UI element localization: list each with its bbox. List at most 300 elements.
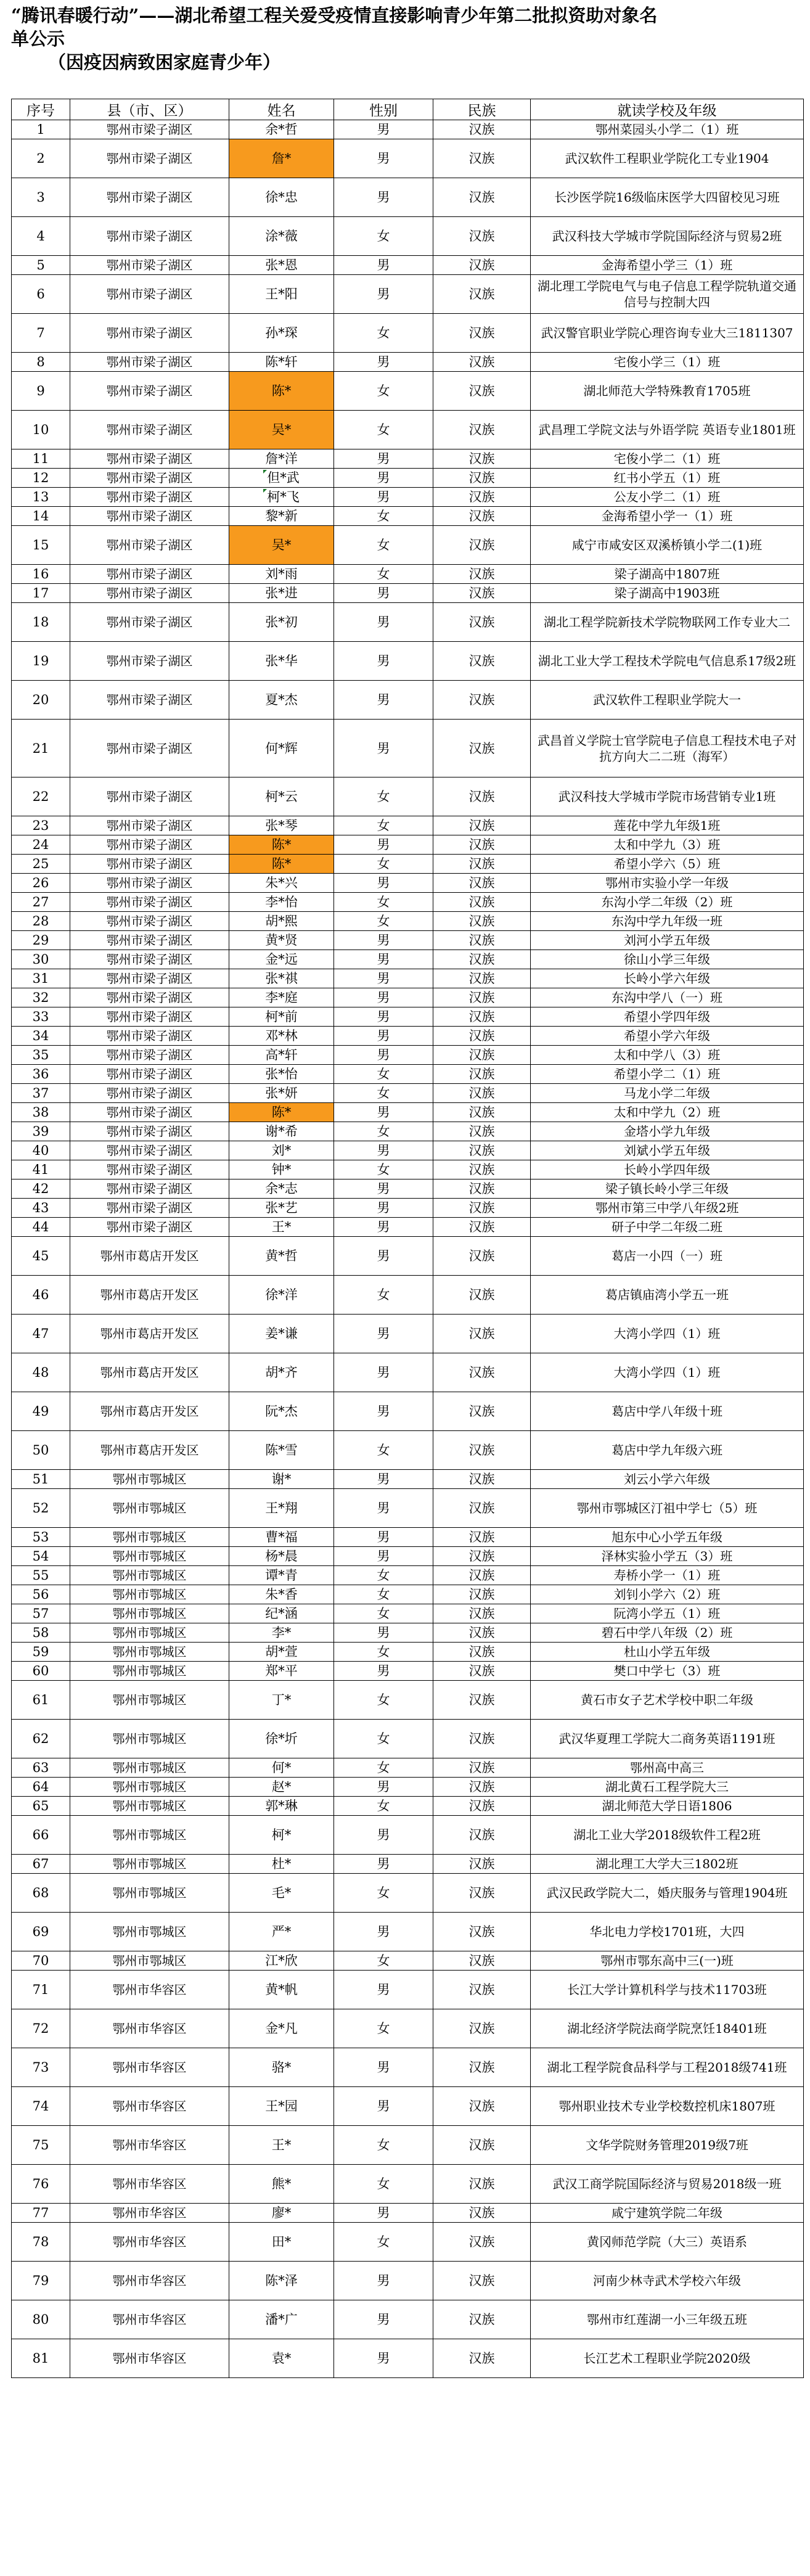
cell-name-text: 田* <box>271 2234 292 2249</box>
cell-ethnicity-text: 汉族 <box>468 740 495 756</box>
cell-school <box>531 2223 804 2262</box>
cell-county-text: 鄂州市梁子湖区 <box>106 1048 193 1062</box>
cell-county <box>70 1489 229 1528</box>
cell-no <box>12 2262 70 2300</box>
cell-sex <box>334 1218 433 1237</box>
cell-county <box>70 1122 229 1141</box>
cell-no-text: 14 <box>32 509 49 523</box>
cell-county-text: 鄂州市华容区 <box>112 2234 187 2249</box>
cell-sex-text: 男 <box>377 933 390 948</box>
cell-no <box>12 2165 70 2204</box>
cell-county <box>70 874 229 893</box>
cell-ethnicity <box>433 584 531 603</box>
cell-county <box>70 488 229 507</box>
table-row <box>12 120 804 139</box>
cell-no-text: 67 <box>32 1856 49 1871</box>
cell-ethnicity <box>433 411 531 449</box>
cell-county <box>70 1778 229 1797</box>
cell-ethnicity <box>433 1758 531 1778</box>
cell-county-text: 鄂州市梁子湖区 <box>106 615 193 630</box>
cell-name <box>229 217 334 256</box>
cell-county <box>70 1604 229 1623</box>
table-row <box>12 1778 804 1797</box>
cell-ethnicity-text: 汉族 <box>468 2060 495 2075</box>
cell-no <box>12 584 70 603</box>
cell-sex-text: 女 <box>377 1799 390 1813</box>
cell-sex-text: 女 <box>377 1124 390 1139</box>
cell-no <box>12 1797 70 1816</box>
cell-school <box>531 1662 804 1681</box>
cell-school-text: 太和中学九（3）班 <box>613 837 721 852</box>
cell-school-text: 希望小学二（1）班 <box>613 1067 721 1081</box>
cell-sex-text: 男 <box>377 1200 390 1215</box>
cell-ethnicity <box>433 1237 531 1276</box>
cell-county <box>70 1643 229 1662</box>
cell-sex-text: 男 <box>377 1827 390 1842</box>
cell-ethnicity <box>433 777 531 816</box>
cell-no-text: 20 <box>32 692 49 707</box>
cell-ethnicity-text: 汉族 <box>468 1760 495 1775</box>
cell-school-text: 长江艺术工程职业学院2020级 <box>583 2351 751 2366</box>
cell-sex-text: 女 <box>377 1587 390 1602</box>
cell-school <box>531 565 804 584</box>
cell-ethnicity-text: 汉族 <box>468 1365 495 1380</box>
cell-no <box>12 1007 70 1027</box>
cell-no <box>12 565 70 584</box>
cell-no <box>12 526 70 565</box>
cell-no-text: 18 <box>32 615 49 630</box>
cell-name-text: 吴* <box>271 422 292 437</box>
cell-school <box>531 912 804 931</box>
cell-ethnicity <box>433 1778 531 1797</box>
cell-name <box>229 2009 334 2048</box>
cell-no-text: 54 <box>32 1549 49 1564</box>
cell-sex-text: 女 <box>377 1162 390 1177</box>
cell-ethnicity-text: 汉族 <box>468 1953 495 1968</box>
cell-school-text: 鄂州高中高三 <box>630 1760 704 1775</box>
cell-name <box>229 2262 334 2300</box>
cell-ethnicity-text: 汉族 <box>468 1625 495 1640</box>
cell-school-text: 莲花中学九年级1班 <box>613 818 721 833</box>
cell-ethnicity <box>433 988 531 1007</box>
cell-sex-text: 女 <box>377 856 390 871</box>
cell-ethnicity <box>433 1623 531 1643</box>
table-row <box>12 931 804 950</box>
cell-name-text: 熊* <box>271 2176 292 2191</box>
cell-ethnicity-text: 汉族 <box>468 1326 495 1341</box>
cell-sex-text: 男 <box>377 470 390 485</box>
cell-ethnicity-text: 汉族 <box>468 654 495 668</box>
cell-name <box>229 2223 334 2262</box>
cell-county-text: 鄂州市华容区 <box>112 2351 187 2366</box>
cell-county-text: 鄂州市鄂城区 <box>112 1692 187 1707</box>
cell-sex-text: 男 <box>377 1365 390 1380</box>
cell-ethnicity <box>433 1470 531 1489</box>
title-line-1: “腾讯春暖行动”——湖北希望工程关爱受疫情直接影响青少年第二批拟资助对象名 <box>11 5 658 26</box>
cell-school <box>531 1315 804 1353</box>
cell-sex-text: 女 <box>377 1606 390 1621</box>
cell-sex <box>334 565 433 584</box>
cell-sex-text: 女 <box>377 229 390 244</box>
cell-no-text: 35 <box>32 1048 49 1062</box>
cell-sex <box>334 1585 433 1604</box>
cell-school-text: 长江大学计算机科学与技术11703班 <box>567 1982 767 1997</box>
cell-name-text: 毛* <box>271 1885 292 1900</box>
cell-no-text: 46 <box>32 1287 49 1302</box>
cell-sex-text: 女 <box>377 818 390 833</box>
cell-county-text: 鄂州市鄂城区 <box>112 1827 187 1842</box>
cell-ethnicity <box>433 217 531 256</box>
cell-county <box>70 1007 229 1027</box>
cell-ethnicity-text: 汉族 <box>468 1982 495 1997</box>
cell-name-text: 曹*福 <box>265 1530 298 1544</box>
cell-no-text: 9 <box>36 384 45 398</box>
cell-no <box>12 1103 70 1122</box>
cell-sex <box>334 1758 433 1778</box>
cell-school <box>531 584 804 603</box>
cell-ethnicity-text: 汉族 <box>468 2351 495 2366</box>
cell-no <box>12 777 70 816</box>
cell-school-text: 葛店一小四（一）班 <box>612 1249 722 1263</box>
cell-sex <box>334 681 433 720</box>
cell-school <box>531 275 804 314</box>
cell-county-text: 鄂州市葛店开发区 <box>100 1443 199 1458</box>
cell-sex-text: 女 <box>377 1287 390 1302</box>
cell-sex-text: 男 <box>377 1501 390 1516</box>
cell-school <box>531 217 804 256</box>
cell-name-text: 谭*青 <box>265 1568 298 1583</box>
cell-no <box>12 1046 70 1065</box>
cell-school-text: 宅俊小学三（1）班 <box>613 355 721 369</box>
cell-county-text: 鄂州市梁子湖区 <box>106 1162 193 1177</box>
cell-county-text: 鄂州市梁子湖区 <box>106 490 193 504</box>
cell-name-text: 张*初 <box>265 615 298 630</box>
cell-ethnicity-text: 汉族 <box>468 1779 495 1794</box>
cell-school-text: 红书小学五（1）班 <box>613 470 721 485</box>
cell-name <box>229 2339 334 2378</box>
cell-no-text: 70 <box>32 1953 49 1968</box>
cell-school-text: 马龙小学二年级 <box>624 1086 710 1101</box>
cell-county-text: 鄂州市梁子湖区 <box>106 692 193 707</box>
cell-ethnicity <box>433 1951 531 1971</box>
cell-county-text: 鄂州市梁子湖区 <box>106 567 193 581</box>
cell-school-text: 希望小学六（5）班 <box>613 856 721 871</box>
cell-name <box>229 969 334 988</box>
table-row <box>12 1913 804 1951</box>
cell-no-text: 77 <box>32 2205 49 2220</box>
cell-ethnicity-text: 汉族 <box>468 422 495 437</box>
cell-county-text: 鄂州市梁子湖区 <box>106 1181 193 1196</box>
cell-sex <box>334 816 433 835</box>
cell-ethnicity-text: 汉族 <box>468 384 495 398</box>
cell-school <box>531 1141 804 1160</box>
cell-sex <box>334 1179 433 1199</box>
cell-no <box>12 893 70 912</box>
cell-sex <box>334 1951 433 1971</box>
cell-name <box>229 1604 334 1623</box>
table-row <box>12 950 804 969</box>
cell-school <box>531 2009 804 2048</box>
table-row <box>12 969 804 988</box>
cell-no <box>12 449 70 469</box>
cell-name-text: 张*妍 <box>265 1086 298 1101</box>
cell-ethnicity <box>433 1547 531 1566</box>
cell-school <box>531 256 804 275</box>
cell-name <box>229 353 334 372</box>
cell-sex-text: 男 <box>377 1249 390 1263</box>
cell-name-text: 骆* <box>271 2060 292 2075</box>
cell-school-text: 文华学院财务管理2019级7班 <box>586 2138 748 2152</box>
cell-ethnicity-text: 汉族 <box>468 190 495 205</box>
cell-sex <box>334 2165 433 2204</box>
cell-no <box>12 2087 70 2126</box>
cell-no-text: 75 <box>32 2138 49 2152</box>
table-row <box>12 411 804 449</box>
cell-ethnicity <box>433 1084 531 1103</box>
cell-no-text: 73 <box>32 2060 49 2075</box>
cell-ethnicity-text: 汉族 <box>468 287 495 301</box>
cell-county-text: 鄂州市梁子湖区 <box>106 1086 193 1101</box>
cell-school-text: 宅俊小学二（1）班 <box>613 451 721 466</box>
cell-school <box>531 1431 804 1470</box>
cell-no <box>12 835 70 855</box>
cell-school-text: 刘云小学六年级 <box>624 1472 710 1487</box>
cell-no-text: 12 <box>32 470 49 485</box>
cell-county <box>70 2048 229 2087</box>
cell-ethnicity-text: 汉族 <box>468 692 495 707</box>
table-row <box>12 1431 804 1470</box>
cell-county-text: 鄂州市鄂城区 <box>112 1885 187 1900</box>
cell-name <box>229 314 334 353</box>
cell-no <box>12 1758 70 1778</box>
cell-sex <box>334 584 433 603</box>
cell-name-text: 李*庭 <box>265 990 298 1005</box>
cell-sex <box>334 1103 433 1122</box>
cell-school-text: 刘斌小学五年级 <box>624 1143 710 1158</box>
cell-name-text: 涂*薇 <box>265 229 298 244</box>
cell-name <box>229 1103 334 1122</box>
cell-no-text: 41 <box>32 1162 49 1177</box>
cell-name-text: 江*欣 <box>265 1953 298 1968</box>
cell-ethnicity-text: 汉族 <box>468 538 495 552</box>
table-row <box>12 1604 804 1623</box>
cell-county-text: 鄂州市梁子湖区 <box>106 837 193 852</box>
cell-county <box>70 1816 229 1855</box>
cell-ethnicity <box>433 1528 531 1547</box>
cell-name <box>229 411 334 449</box>
cell-no <box>12 1528 70 1547</box>
cell-county-text: 鄂州市梁子湖区 <box>106 151 193 166</box>
cell-no <box>12 988 70 1007</box>
cell-name <box>229 1431 334 1470</box>
cell-name <box>229 488 334 507</box>
cell-county <box>70 681 229 720</box>
table-row <box>12 2262 804 2300</box>
cell-name <box>229 950 334 969</box>
cell-no <box>12 1778 70 1797</box>
table-row <box>12 1237 804 1276</box>
cell-sex <box>334 1604 433 1623</box>
cell-county <box>70 1431 229 1470</box>
table-row <box>12 565 804 584</box>
cell-county <box>70 1084 229 1103</box>
cell-name <box>229 1778 334 1797</box>
cell-no <box>12 1874 70 1913</box>
cell-name <box>229 526 334 565</box>
cell-sex-text: 男 <box>377 1143 390 1158</box>
cell-sex <box>334 642 433 681</box>
cell-no-text: 79 <box>32 2273 49 2288</box>
cell-school-text: 武汉工商学院国际经济与贸易2018级一班 <box>552 2176 782 2191</box>
cell-ethnicity-text: 汉族 <box>468 1181 495 1196</box>
cell-county <box>70 353 229 372</box>
cell-ethnicity <box>433 1797 531 1816</box>
cell-sex-text: 男 <box>377 1220 390 1234</box>
title-line-2: 单公示 <box>11 28 65 49</box>
cell-sex <box>334 950 433 969</box>
cell-sex <box>334 1489 433 1528</box>
cell-name-text: 孙*琛 <box>265 326 298 340</box>
cell-sex-text: 女 <box>377 2138 390 2152</box>
table-row <box>12 1623 804 1643</box>
cell-no <box>12 855 70 874</box>
cell-school <box>531 603 804 642</box>
cell-school <box>531 1623 804 1643</box>
table-row <box>12 2165 804 2204</box>
cell-name <box>229 1547 334 1566</box>
cell-county-text: 鄂州市梁子湖区 <box>106 856 193 871</box>
cell-no <box>12 1681 70 1720</box>
cell-ethnicity-text: 汉族 <box>468 1530 495 1544</box>
cell-school-text: 旭东中心小学五年级 <box>612 1530 722 1544</box>
cell-school <box>531 1027 804 1046</box>
cell-name-text: 张*琴 <box>265 818 298 833</box>
cell-ethnicity <box>433 565 531 584</box>
cell-county <box>70 1758 229 1778</box>
cell-no-text: 45 <box>32 1249 49 1263</box>
cell-no-text: 71 <box>32 1982 49 1997</box>
cell-ethnicity-text: 汉族 <box>468 1028 495 1043</box>
cell-no-text: 76 <box>32 2176 49 2191</box>
cell-school-text: 东沟小学二年级（2）班 <box>601 895 733 909</box>
table-row <box>12 1065 804 1084</box>
cell-name-text: 严* <box>271 1924 292 1939</box>
cell-no <box>12 1315 70 1353</box>
cell-sex <box>334 2204 433 2223</box>
cell-ethnicity-text: 汉族 <box>468 818 495 833</box>
cell-name <box>229 835 334 855</box>
cell-sex <box>334 969 433 988</box>
cell-name-text: 王* <box>271 2138 292 2152</box>
cell-school <box>531 1971 804 2009</box>
cell-sex <box>334 1778 433 1797</box>
cell-name <box>229 816 334 835</box>
cell-school-text: 湖北工程学院新技术学院物联网工作专业大二 <box>544 615 790 630</box>
cell-sex-text: 男 <box>377 837 390 852</box>
cell-county <box>70 1237 229 1276</box>
cell-sex-text: 男 <box>377 692 390 707</box>
cell-name <box>229 988 334 1007</box>
cell-sex-text: 男 <box>377 451 390 466</box>
cell-name <box>229 855 334 874</box>
cell-ethnicity-text: 汉族 <box>468 490 495 504</box>
cell-school <box>531 1046 804 1065</box>
cell-no-text: 26 <box>32 876 49 890</box>
table-row <box>12 1662 804 1681</box>
cell-name <box>229 1874 334 1913</box>
cell-school-text: 咸宁建筑学院二年级 <box>612 2205 722 2220</box>
cell-no-text: 11 <box>32 451 49 466</box>
cell-school-text: 湖北师范大学日语1806 <box>602 1799 732 1813</box>
cell-school <box>531 1084 804 1103</box>
cell-no <box>12 1141 70 1160</box>
cell-no <box>12 1547 70 1566</box>
cell-sex <box>334 507 433 526</box>
cell-name-text: 金*凡 <box>265 2021 298 2036</box>
cell-county <box>70 2339 229 2378</box>
cell-ethnicity-text: 汉族 <box>468 876 495 890</box>
cell-no-text: 62 <box>32 1731 49 1746</box>
cell-school <box>531 1237 804 1276</box>
cell-ethnicity-text: 汉族 <box>468 1086 495 1101</box>
cell-county-text: 鄂州市梁子湖区 <box>106 258 193 273</box>
table-row <box>12 1816 804 1855</box>
cell-sex-text: 男 <box>377 490 390 504</box>
cell-sex-text: 男 <box>377 1048 390 1062</box>
cell-ethnicity-text: 汉族 <box>468 122 495 137</box>
cell-school-text: 葛店镇庙湾小学五一班 <box>605 1287 729 1302</box>
cell-school <box>531 1681 804 1720</box>
cell-no-text: 30 <box>32 952 49 967</box>
cell-no <box>12 139 70 178</box>
cell-name <box>229 1007 334 1027</box>
cell-ethnicity <box>433 1489 531 1528</box>
cell-sex-text: 男 <box>377 1105 390 1120</box>
header-no: 序号 <box>12 99 70 120</box>
cell-no-text: 81 <box>32 2351 49 2366</box>
cell-ethnicity-text: 汉族 <box>468 1644 495 1659</box>
cell-name-text: 黎*新 <box>265 509 298 523</box>
cell-county <box>70 1528 229 1547</box>
cell-no <box>12 1855 70 1874</box>
cell-no-text: 40 <box>32 1143 49 1158</box>
cell-county-text: 鄂州市鄂城区 <box>112 1501 187 1516</box>
cell-sex <box>334 1681 433 1720</box>
cell-sex <box>334 526 433 565</box>
cell-ethnicity-text: 汉族 <box>468 615 495 630</box>
table-row <box>12 2223 804 2262</box>
cell-ethnicity-text: 汉族 <box>468 1587 495 1602</box>
cell-school <box>531 855 804 874</box>
cell-ethnicity-text: 汉族 <box>468 789 495 804</box>
cell-no-text: 78 <box>32 2234 49 2249</box>
cell-name <box>229 2087 334 2126</box>
cell-county <box>70 411 229 449</box>
cell-county <box>70 275 229 314</box>
cell-sex <box>334 835 433 855</box>
cell-no <box>12 1160 70 1179</box>
cell-name-text: 钟* <box>271 1162 292 1177</box>
cell-county-text: 鄂州市鄂城区 <box>112 1606 187 1621</box>
cell-name <box>229 681 334 720</box>
table-row <box>12 353 804 372</box>
cell-school <box>531 2126 804 2165</box>
cell-sex <box>334 1720 433 1758</box>
cell-no-text: 24 <box>32 837 49 852</box>
cell-name-text: 张*恩 <box>265 258 298 273</box>
cell-sex-text: 男 <box>377 1181 390 1196</box>
cell-school-text: 长沙医学院16级临床医学大四留校见习班 <box>554 190 780 205</box>
